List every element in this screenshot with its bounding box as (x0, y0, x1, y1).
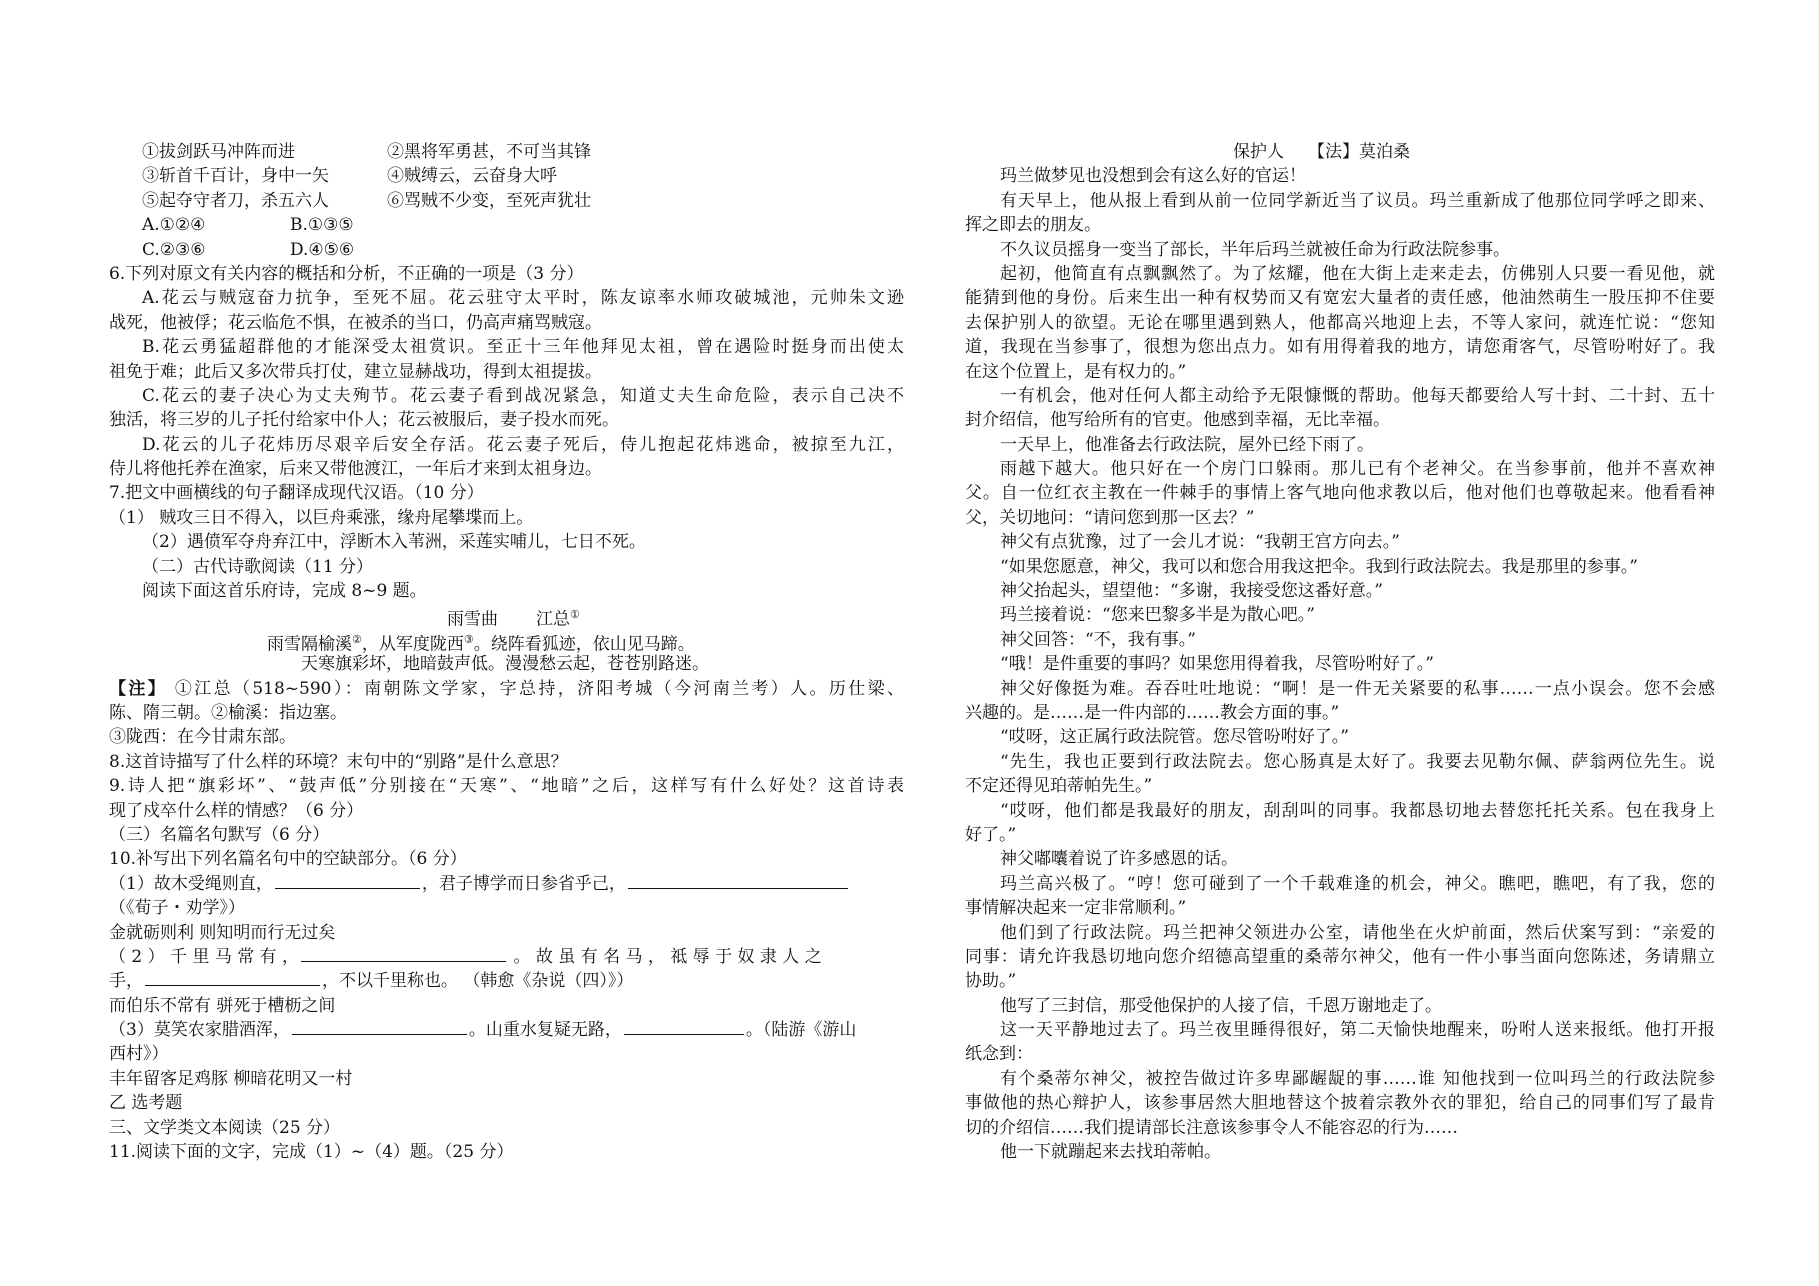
q6-option-a: A.花云与贼寇奋力抗争，至死不屈。花云驻守太平时，陈友谅率水师攻破城池，元帅朱文逊 (142, 288, 904, 309)
paragraph: 他们到了行政法院。玛兰把神父领进办公室，请他坐在火炉前面，然后伏案写到：“亲爱的 (1000, 922, 1715, 943)
answer-blank[interactable] (292, 1018, 467, 1035)
paragraph-cont: 不定还得见珀蒂帕先生。” (965, 776, 1153, 797)
paragraph: 这一天平静地过去了。玛兰夜里睡得很好，第二天愉快地醒来，吩咐人送来报纸。他打开报 (1000, 1020, 1715, 1041)
part-heading: 三、文学类文本阅读（25 分） (109, 1117, 341, 1138)
q10-item-2-answer: 而伯乐不常有 骈死于槽枥之间 (109, 995, 336, 1016)
story-title: 保护人 (1233, 142, 1284, 162)
paragraph: 玛兰高兴极了。“哼！您可碰到了一个千载难逢的机会，神父。瞧吧，瞧吧，有了我，您的 (1000, 873, 1715, 894)
question-7: 7.把文中画横线的句子翻译成现代汉语。（10 分） (109, 483, 484, 504)
choice-d: D.④⑤⑥ (290, 239, 355, 260)
paragraph: 一有机会，他对任何人都主动给予无限慷慨的帮助。他每天都要给人写十封、二十封、五十 (1000, 385, 1715, 406)
paragraph-cont: 兴趣的。是……是一件内部的……教会方面的事。” (965, 702, 1340, 723)
paragraph: 有天早上，他从报上看到从前一位同学新近当了议员。玛兰重新成了他那位同学呼之即来、 (1000, 190, 1715, 211)
paragraph: 雨越下越大。他只好在一个房门口躲雨。那儿已有个老神父。在当参事前，他并不喜欢神 (1000, 459, 1715, 480)
paragraph: 神父回答：“不，我有事。” (1000, 629, 1196, 650)
answer-blank[interactable] (145, 969, 320, 986)
story-heading (965, 140, 1715, 164)
question-6: 6.下列对原文有关内容的概括和分析，不正确的一项是（3 分） (109, 263, 584, 284)
paragraph-cont: 在这个位置上，是有权力的。” (965, 361, 1187, 382)
paragraph: 一天早上，他准备去行政法院，屋外已经下雨了。 (1000, 434, 1374, 455)
q10-item-3: （3）莫笑农家腊酒浑， 。山重水复疑无路， 。（陆游《游山 (109, 1020, 857, 1041)
answer-blank[interactable] (275, 872, 420, 889)
choice-row (109, 238, 904, 262)
option-row (109, 140, 904, 164)
paragraph-cont: 封介绍信，他写给所有的官吏。他感到幸福，无比幸福。 (965, 410, 1390, 431)
answer-blank[interactable] (301, 945, 506, 962)
paragraph: 他写了三封信，那受他保护的人接了信，千恩万谢地走了。 (1000, 995, 1442, 1016)
section-intro: 阅读下面这首乐府诗，完成 8~9 题。 (142, 581, 427, 602)
q10-item-2-cont: 手， ，不以千里称也。 （韩愈《杂说（四）》） (109, 971, 634, 992)
paragraph: 神父有点犹豫，过了一会儿才说：“我朝王宫方向去。” (1000, 532, 1400, 553)
left-column (109, 140, 904, 1164)
poem-title: 雨雪曲 (447, 610, 498, 631)
question-9: 9.诗人把“旗彩坏”、“鼓声低”分别接在“天寒”、“地暗”之后，这样写有什么好处？这首诗表 (109, 776, 904, 797)
paragraph: “先生，我也正要到行政法院去。您心肠真是太好了。我要去见勒尔佩、萨翁两位先生。说 (1000, 751, 1715, 772)
part-heading: 乙 选考题 (109, 1093, 183, 1114)
answer-blank[interactable] (624, 1018, 744, 1035)
paragraph-cont: 父。自一位红衣主教在一件棘手的事情上客气地向他求教以后，他对他们也尊敬起来。他看看神 (965, 483, 1715, 504)
paragraph-cont: 道，我现在当参事了，很想为您出点力。如有用得着我的地方，请您甭客气，尽管吩咐好了。我 (965, 337, 1715, 358)
option-6: ⑥骂贼不少变，至死声犹壮 (387, 190, 591, 211)
question-8: 8.这首诗描写了什么样的环境？末句中的“别路”是什么意思？ (109, 751, 568, 772)
footnote-mark: ③ (463, 632, 474, 646)
poem-note-cont: 陈、隋三朝。②榆溪：指边塞。 (109, 702, 347, 723)
question-10: 10.补写出下列名篇名句中的空缺部分。（6 分） (109, 849, 467, 870)
q7-sentence-2: （2）遇偾军夺舟弃江中，浮断木入苇洲，采莲实哺儿，七日不死。 (142, 532, 646, 553)
q6-option-a-cont: 战死，他被俘；花云临危不惧，在被杀的当口，仍高声痛骂贼寇。 (109, 312, 602, 333)
paragraph-cont: 同事：请允许我恳切地向您介绍德高望重的桑蒂尔神父，他有一件小事当面向您陈述，务请鼎立 (965, 946, 1715, 967)
paragraph-cont: 切的介绍信……我们提请部长注意该参事令人不能容忍的行为…… (965, 1117, 1458, 1138)
poem-note-cont: ③陇西：在今甘肃东部。 (109, 727, 296, 748)
choice-a: A.①②④ (142, 215, 206, 236)
q6-option-d-cont: 侍儿将他托养在渔家，后来又带他渡江，一年后才来到太祖身边。 (109, 459, 602, 480)
section-heading: （二）古代诗歌阅读（11 分） (142, 556, 374, 577)
paragraph-cont: 能猜到他的身份。后来生出一种有权势而又有宽宏大量者的责任感，他油然萌生一股压抑不住要 (965, 288, 1715, 309)
paragraph: 玛兰接着说：“您来巴黎多半是为散心吧。” (1000, 605, 1315, 626)
paragraph-cont: 事情解决起来一定非常顺利。” (965, 898, 1187, 919)
paragraph-cont: 挥之即去的朋友。 (965, 215, 1101, 236)
paragraph: “如果您愿意，神父，我可以和您合用我这把伞。我到行政法院去。我是那里的参事。” (1000, 556, 1638, 577)
right-column (965, 140, 1715, 1164)
option-3: ③斩首千百计，身中一矢 (142, 166, 329, 187)
q10-item-1-answer: 金就砺则利 则知明而行无过矣 (109, 922, 336, 943)
section-heading: （三）名篇名句默写（6 分） (109, 824, 330, 845)
paragraph: 神父好像挺为难。吞吞吐吐地说：“啊！是一件无关紧要的私事……一点小误会。您不会感 (1000, 678, 1715, 699)
paragraph: “哦！是件重要的事吗？如果您用得着我，尽管吩咐好了。” (1000, 654, 1434, 675)
option-row (109, 164, 904, 188)
paragraph-cont: 去保护别人的欲望。无论在哪里遇到熟人，他都高兴地迎上去，不等人家问，就连忙说：“您知 (965, 312, 1715, 333)
q6-option-b-cont: 祖免于难；此后又多次带兵打仗，建立显赫战功，得到太祖提拔。 (109, 361, 602, 382)
answer-blank[interactable] (628, 872, 848, 889)
option-1: ①拔剑跃马冲阵而进 (142, 142, 295, 162)
choice-c: C.②③⑥ (142, 239, 206, 260)
paragraph-cont: 父，关切地问：“请问您到那一区去？” (965, 507, 1255, 528)
q6-option-d: D.花云的儿子花炜历尽艰辛后安全存活。花云妻子死后，侍儿抱起花炜逃命，被掠至九江， (142, 434, 904, 455)
poem-note: 【注】 ①江总（518~590）：南朝陈文学家，字总持，济阳考城（今河南兰考）人。历仕梁、 (109, 678, 905, 699)
paragraph: 起初，他简直有点飘飘然了。为了炫耀，他在大街上走来走去，仿佛别人只要一看见他，就 (1000, 263, 1715, 284)
q10-item-1-source: （《荀子・劝学》） (109, 898, 245, 919)
choice-b: B.①③⑤ (290, 215, 354, 236)
story-author: 【法】莫泊桑 (1308, 142, 1410, 162)
paragraph-cont: 好了。” (965, 824, 1017, 845)
poem-line: 雨雪隔榆溪②，从军度陇西③。绕阵看狐迹，依山见马蹄。 (267, 632, 695, 655)
paragraph: 有个桑蒂尔神父，被控告做过许多卑鄙龌龊的事……谁 知他找到一位叫玛兰的行政法院参 (1000, 1068, 1715, 1089)
footnote-mark: ② (352, 632, 362, 646)
poem-line: 天寒旗彩坏，地暗鼓声低。漫漫愁云起，苍苍别路迷。 (301, 654, 709, 675)
q10-item-2: （ 2 ） 千 里 马 常 有 ， 。 故 虽 有 名 马 ， 祗 辱 于 奴 隶 人 之 (109, 946, 822, 967)
q10-item-1: （1）故木受绳则直， ，君子博学而日参省乎己， (109, 872, 904, 896)
paragraph: 他一下就蹦起来去找珀蒂帕。 (1000, 1142, 1221, 1163)
paragraph: “哎呀，这正属行政法院管。您尽管吩咐好了。” (1000, 727, 1349, 748)
paragraph: “哎呀，他们都是我最好的朋友，刮刮叫的同事。我都恳切地去替您托托关系。包在我身上 (1000, 800, 1715, 821)
poem-heading (109, 603, 904, 631)
q10-item-3-cont: 西村》） (109, 1044, 169, 1065)
option-4: ④贼缚云，云奋身大呼 (387, 166, 557, 187)
option-2: ②黑将军勇甚，不可当其锋 (387, 142, 591, 162)
paragraph: 神父嘟囔着说了许多感恩的话。 (1000, 849, 1238, 870)
option-5: ⑤起夺守者刀，杀五六人 (142, 190, 329, 211)
note-label: 【注】 (109, 678, 168, 699)
paragraph: 玛兰做梦见也没想到会有这么好的官运！ (1000, 166, 1306, 187)
paragraph: 不久议员摇身一变当了部长，半年后玛兰就被任命为行政法院参事。 (1000, 239, 1510, 260)
footnote-mark: ① (570, 608, 580, 622)
q6-option-c-cont: 独活，将三岁的儿子托付给家中仆人；花云被服后，妻子投水而死。 (109, 410, 619, 431)
q7-sentence-1: （1） 贼攻三日不得入，以巨舟乘涨，缘舟尾攀堞而上。 (109, 507, 534, 528)
q6-option-b: B.花云勇猛超群他的才能深受太祖赏识。至正十三年他拜见太祖，曾在遇险时挺身而出使太 (142, 337, 904, 358)
choice-row (109, 213, 904, 237)
q6-option-c: C.花云的妻子决心为丈夫殉节。花云妻子看到战况紧急，知道丈夫生命危险，表示自己决不 (142, 385, 904, 406)
question-11: 11.阅读下面的文字，完成（1）~（4）题。（25 分） (109, 1142, 514, 1163)
question-9-cont: 现了戍卒什么样的情感？（6 分） (109, 800, 364, 821)
paragraph: 神父抬起头，望望他：“多谢，我接受您这番好意。” (1000, 581, 1383, 602)
option-row (109, 189, 904, 213)
paragraph-cont: 事做他的热心辩护人，该参事居然大胆地替这个披着宗教外衣的罪犯，给自己的同事们写了最肯 (965, 1093, 1715, 1114)
q10-item-3-answer: 丰年留客足鸡豚 柳暗花明又一村 (109, 1068, 353, 1089)
paragraph-cont: 纸念到： (965, 1044, 1033, 1065)
paragraph-cont: 协助。” (965, 971, 1017, 992)
poem-author: 江总 (536, 610, 570, 631)
